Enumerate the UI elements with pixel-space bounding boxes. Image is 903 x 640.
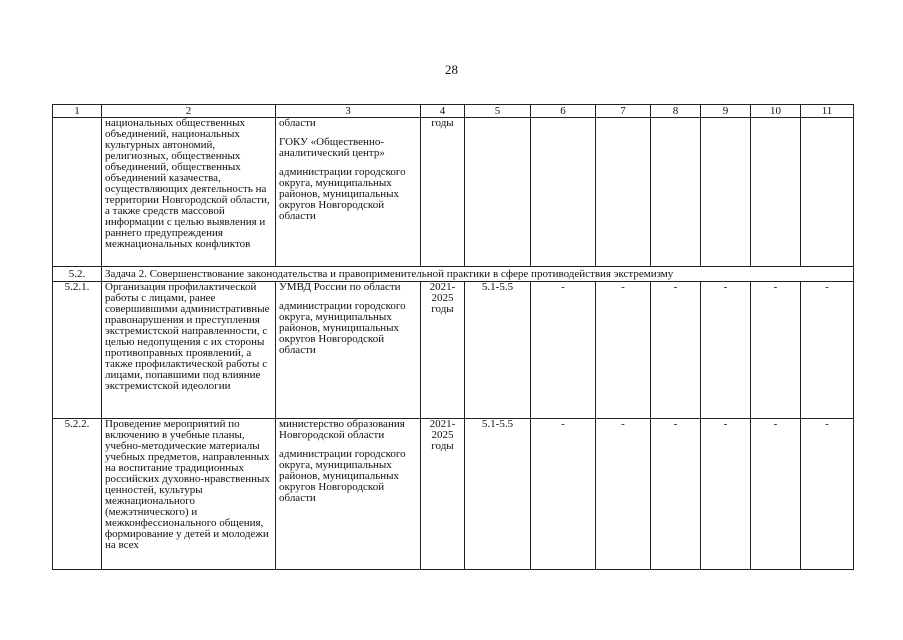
executors-cell [276, 282, 421, 419]
plan-table [52, 104, 854, 570]
value-cell: - [751, 419, 801, 570]
value-cell: - [531, 282, 596, 419]
row-number: 5.2.1. [53, 282, 102, 419]
executor: администрации городского округа, муниципальных районов, муниципальных округов Новгородской области [279, 166, 406, 222]
measure-cell: Проведение мероприятий по включению в учебные планы, учебно-методические материалы учебных предметов, направленных на воспитание традиционных российских духовно-нравственных ценностей, культуры межнационального (межэтнического) и межконфессионального общения, формирование у детей и молодежи на всех [102, 419, 276, 570]
value-cell: - [596, 419, 651, 570]
value-cell [596, 118, 651, 267]
executor: ГОКУ «Общественно-аналитический центр» [279, 136, 385, 159]
value-cell [701, 118, 751, 267]
value-cell: - [801, 282, 854, 419]
indicators-cell: 5.1-5.5 [465, 419, 531, 570]
value-cell: - [801, 419, 854, 570]
column-header: 9 [701, 105, 751, 118]
task-row [53, 267, 854, 282]
column-header: 2 [102, 105, 276, 118]
value-cell [651, 118, 701, 267]
period-cell: 2021-2025 годы [421, 419, 465, 570]
measure-cell: Организация профилактической работы с лицами, ранее совершившими административные правонарушения и преступления экстремистской направленности, с целью недопущения с их стороны противоправных проявлений, а также профилактической работы с лицами, попавшими под влияние экстремистской идеологии [102, 282, 276, 419]
value-cell: - [531, 419, 596, 570]
value-cell: - [651, 282, 701, 419]
table-row [53, 419, 854, 570]
column-header: 6 [531, 105, 596, 118]
row-number: 5.2.2. [53, 419, 102, 570]
column-header: 8 [651, 105, 701, 118]
value-cell [751, 118, 801, 267]
indicators-cell: 5.1-5.5 [465, 282, 531, 419]
column-header: 11 [801, 105, 854, 118]
period-cell: 2021-2025 годы [421, 282, 465, 419]
column-header: 1 [53, 105, 102, 118]
task-title: Задача 2. Совершенствование законодательства и правоприменительной практики в сфере противодействия экстремизму [102, 267, 854, 282]
value-cell: - [701, 419, 751, 570]
value-cell: - [596, 282, 651, 419]
measure-cell: национальных общественных объединений, национальных культурных автономий, религиозных, общественных объединений, общественных объединений казачества, осуществляющих деятельность на территории Новгородской области, а также средств массовой информации с целью выявления и раннего предупреждения межнациональных конфликтов [102, 118, 276, 267]
value-cell: - [751, 282, 801, 419]
value-cell: - [651, 419, 701, 570]
page-number: 28 [445, 62, 458, 77]
table-header-row [53, 105, 854, 118]
value-cell [801, 118, 854, 267]
column-header: 4 [421, 105, 465, 118]
executor: области [279, 117, 316, 129]
table-row [53, 118, 854, 267]
column-header: 7 [596, 105, 651, 118]
task-number: 5.2. [53, 267, 102, 282]
period-cell: годы [421, 118, 465, 267]
table-row [53, 282, 854, 419]
executors-cell [276, 419, 421, 570]
value-cell [531, 118, 596, 267]
row-number [53, 118, 102, 267]
column-header: 5 [465, 105, 531, 118]
value-cell: - [701, 282, 751, 419]
column-header: 3 [276, 105, 421, 118]
executor: министерство образования Новгородской области [279, 418, 405, 441]
executor: администрации городского округа, муниципальных районов, муниципальных округов Новгородской области [279, 300, 406, 356]
column-header: 10 [751, 105, 801, 118]
executor: администрации городского округа, муниципальных районов, муниципальных округов Новгородской области [279, 448, 406, 504]
executor: УМВД России по области [279, 281, 401, 293]
indicators-cell [465, 118, 531, 267]
executors-cell [276, 118, 421, 267]
